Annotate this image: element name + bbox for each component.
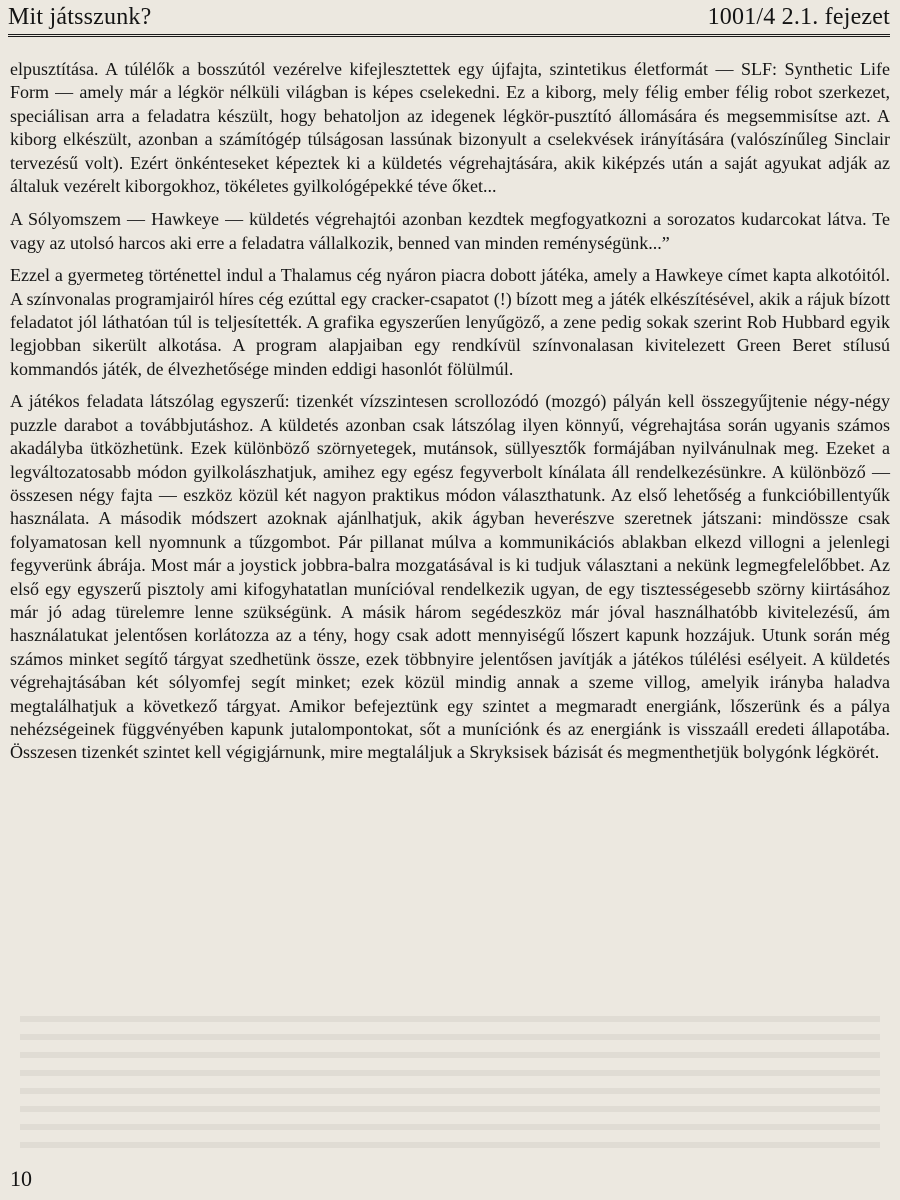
paragraph-gameplay: A játékos feladata látszólag egyszerű: tizenkét vízszintesen scrollozódó (mozgó) pályán kell összegyűjtenie négy-négy puzzle darabot a továbbjutáshoz. A küldetés azonban csak látszólag ilyen könnyű, végrehajtása során ugyanis számos akadályba ütközhetünk. Ezek különböző szörnyetegek, mutánsok, süllyesztők formájában nyilvánulnak meg. Ezeket a legváltozatosabb módon gyilkolászhatjuk, amihez egy egész fegyverbolt kínálata áll rendelkezésünkre. A különböző — összesen négy fajta — eszköz közül két nagyon praktikus módon választhatunk. Az első lehetőség a funkcióbillentyűk használata. A második módszert azoknak ajánlhatjuk, akik ágyban heverészve szeretnek játszani: mindössze csak folyamatosan kell nyomnunk a tűzgombot. Pár pillanat múlva a kommunikációs ablakban elkezd villogni a jelenlegi fegyverünk ábrája. Most már a joystick jobbra-balra mozgatásával is ki tudjuk választani a nekünk legmegfelelőbbet. Az első egy egyszerű pisztoly ami kifogyhatatlan munícióval rendelkezik ugyan, de egy tisztességesebb szörny kiirtásához már jó adag türelemre lenne szükségünk. A másik három segédeszköz már jóval használhatóbb kivitelezésű, ám használatukat jelentősen korlátozza az a tény, hogy csak adott mennyiségű lőszert kapunk hozzájuk. Utunk során még számos minket segítő tárgyat szedhetünk össze, ezek többnyire jelentősen javítják a játékos túlélési esélyeit. A küldetés végrehajtásában két sólyomfej segít minket; ezek közül mindig annak a szeme villog, amelyik irányba haladva megtalálhatjuk a következő tárgyat. Amikor befejeztünk egy szintet a megmaradt energiánk, lőszerünk és a pálya nehézségeinek függvényében kapunk jutalompontokat, sőt a muníciónk és az energiánk is visszaáll eredeti állapotába. Összesen tizenkét szintet kell végigjárnunk, mire megtaláljuk a Skryksisek bázisát és megmenthetjük bolygónk légkörét.	[10, 391, 890, 763]
paragraph-story-intro: elpusztítása. A túlélők a bosszútól vezérelve kifejlesztettek egy újfajta, szintetikus életformát — SLF: Synthetic Life Form — amely már a légkör nélküli világban is képes cselekedni. Ez a kiborg, mely félig ember félig robot szerkezet, speciálisan arra a feladatra készült, hogy behatoljon az idegenek légkör-pusztító állomására és megsemmisítse azt. A kiborg elkészült, azonban a számítógép túlságosan lassúnak bizonyult a cselekvések irányítására (valószínűleg Sinclair tervezésű volt). Ezért önkénteseket képeztek ki a küldetés végrehajtására, akik kiképzés után a saját agyukat adják az általuk vezérelt kiborgokhoz, tökéletes gyilkológépekké téve őket...	[10, 59, 890, 197]
show-through-texture	[20, 1016, 880, 1156]
page-number: 10	[10, 1166, 32, 1191]
paragraph-game-review: Ezzel a gyermeteg történettel indul a Thalamus cég nyáron piacra dobott játéka, amely a Hawkeye címet kapta alkotóitól. A színvonalas programjairól híres cég ezúttal egy cracker-csapatot (!) bízott meg a játék elkészítésével, akik a rájuk bízott feladatot jól láthatóan túl is teljesítették. A grafika egyszerűen lenyűgöző, a zene pedig sokak szerint Rob Hubbard egyik legjobban sikerült alkotása. A program alapjaiban egy rendkívül színvonalasan kivitelezett Green Beret stílusú kommandós játék, de élvezhetősége minden eddigi hasonlót fölülmúl.	[10, 265, 890, 379]
article-body	[10, 58, 890, 775]
issue-chapter-label: 1001/4 2.1. fejezet	[707, 4, 890, 30]
paragraph-hawkeye-mission: A Sólyomszem — Hawkeye — küldetés végrehajtói azonban kezdtek megfogyatkozni a sorozatos kudarcokat látva. Te vagy az utolsó harcos aki erre a feladatra vállalkozik, benned van minden reménységünk...”	[10, 209, 890, 253]
section-title: Mit játsszunk?	[8, 4, 152, 30]
page-header	[8, 4, 890, 37]
